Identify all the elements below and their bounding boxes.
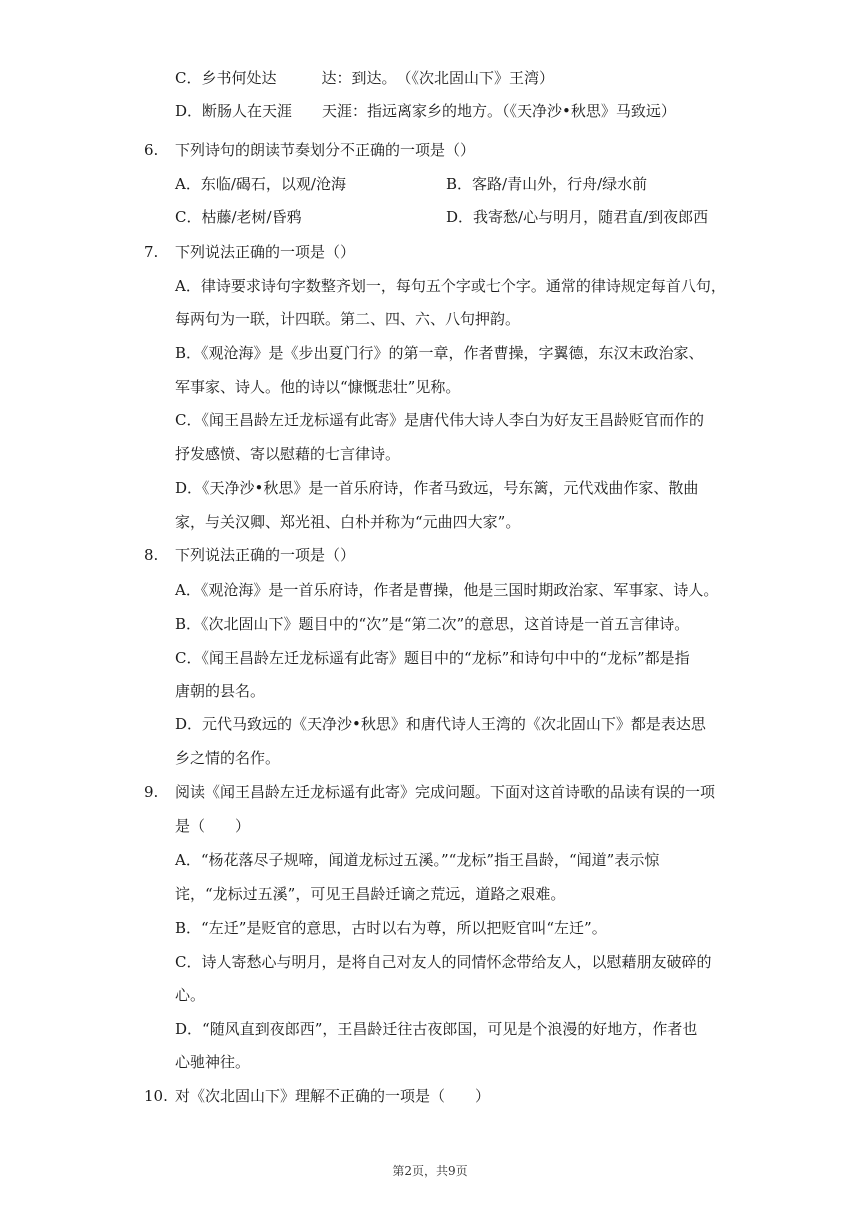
question-number: 9. <box>144 783 159 801</box>
option-line: 诧，“龙标过五溪”，可见王昌龄迁谪之荒远，道路之艰难。 <box>175 885 566 903</box>
option-line: B．《观沧海》是《步出夏门行》的第一章，作者曹操，字翼德，东汉末政治家、 <box>175 344 704 362</box>
option-line: B．《次北固山下》题目中的“次”是“第二次”的意思，这首诗是一首五言律诗。 <box>175 615 690 633</box>
option-line: A．“杨花落尽子规啼，闻道龙标过五溪。”“龙标”指王昌龄，“闻道”表示惊 <box>175 851 660 869</box>
option-line: D．元代马致远的《天净沙•秋思》和唐代诗人王湾的《次北固山下》都是表达思 <box>175 715 706 733</box>
option-line: A．律诗要求诗句字数整齐划一，每句五个字或七个字。通常的律诗规定每首八句， <box>175 277 726 295</box>
option-d: D．我寄愁/心与明月，随君直/到夜郎西 <box>446 208 709 226</box>
option-a: A．东临/碣石，以观/沧海 <box>175 175 346 193</box>
option-line: 心。 <box>175 986 206 1004</box>
option-line: 乡之情的名作。 <box>175 749 281 767</box>
question-number: 10. <box>144 1087 168 1105</box>
option-line: 抒发感愤、寄以慰藉的七言律诗。 <box>175 445 401 463</box>
question-stem: 阅读《闻王昌龄左迁龙标遥有此寄》完成问题。下面对这首诗歌的品读有误的一项 <box>175 783 716 801</box>
question-stem: 下列诗句的朗读节奏划分不正确的一项是（） <box>175 141 476 159</box>
option-line: D．“随风直到夜郎西”，王昌龄迁往古夜郎国，可见是个浪漫的好地方，作者也 <box>175 1020 698 1038</box>
question-stem: 下列说法正确的一项是（） <box>175 546 356 564</box>
option-line: C．《闻王昌龄左迁龙标遥有此寄》题目中的“龙标”和诗句中中的“龙标”都是指 <box>175 649 690 667</box>
option-line: C．《闻王昌龄左迁龙标遥有此寄》是唐代伟大诗人李白为好友王昌龄贬官而作的 <box>175 411 704 429</box>
option-line: 唐朝的县名。 <box>175 682 266 700</box>
option-line: D．《天净沙•秋思》是一首乐府诗，作者马致远，号东篱，元代戏曲作家、散曲 <box>175 479 699 497</box>
option-line: A．《观沧海》是一首乐府诗，作者是曹操，他是三国时期政治家、军事家、诗人。 <box>175 581 719 599</box>
option-c-q5: C．乡书何处达 达：到达。 （《次北固山下》王湾） <box>175 69 554 87</box>
option-line: 每两句为一联，计四联。第二、四、六、八句押韵。 <box>175 310 521 328</box>
option-line: C．诗人寄愁心与明月，是将自己对友人的同情怀念带给友人，以慰藉朋友破碎的 <box>175 953 712 971</box>
option-line: 家，与关汉卿、郑光祖、白朴并称为“元曲四大家”。 <box>175 513 521 531</box>
question-stem: 对《次北固山下》理解不正确的一项是（ ） <box>175 1087 491 1105</box>
option-line: 心驰神往。 <box>175 1053 251 1071</box>
question-stem: 下列说法正确的一项是（） <box>175 243 356 261</box>
question-number: 6. <box>144 141 159 159</box>
option-line: 军事家、诗人。他的诗以“慷慨悲壮”见称。 <box>175 378 461 396</box>
option-b: B．客路/青山外，行舟/绿水前 <box>446 175 648 193</box>
question-number: 7. <box>144 243 159 261</box>
question-stem: 是（ ） <box>175 817 251 835</box>
option-c: C．枯藤/老树/昏鸦 <box>175 208 302 226</box>
option-d-q5: D．断肠人在天涯 天涯：指远离家乡的地方。（《天净沙•秋思》马致远） <box>175 102 676 120</box>
page-footer: 第2页，共9页 <box>392 1164 468 1178</box>
option-line: B．“左迁”是贬官的意思，古时以右为尊，所以把贬官叫“左迁”。 <box>175 919 607 937</box>
question-number: 8. <box>144 546 159 564</box>
